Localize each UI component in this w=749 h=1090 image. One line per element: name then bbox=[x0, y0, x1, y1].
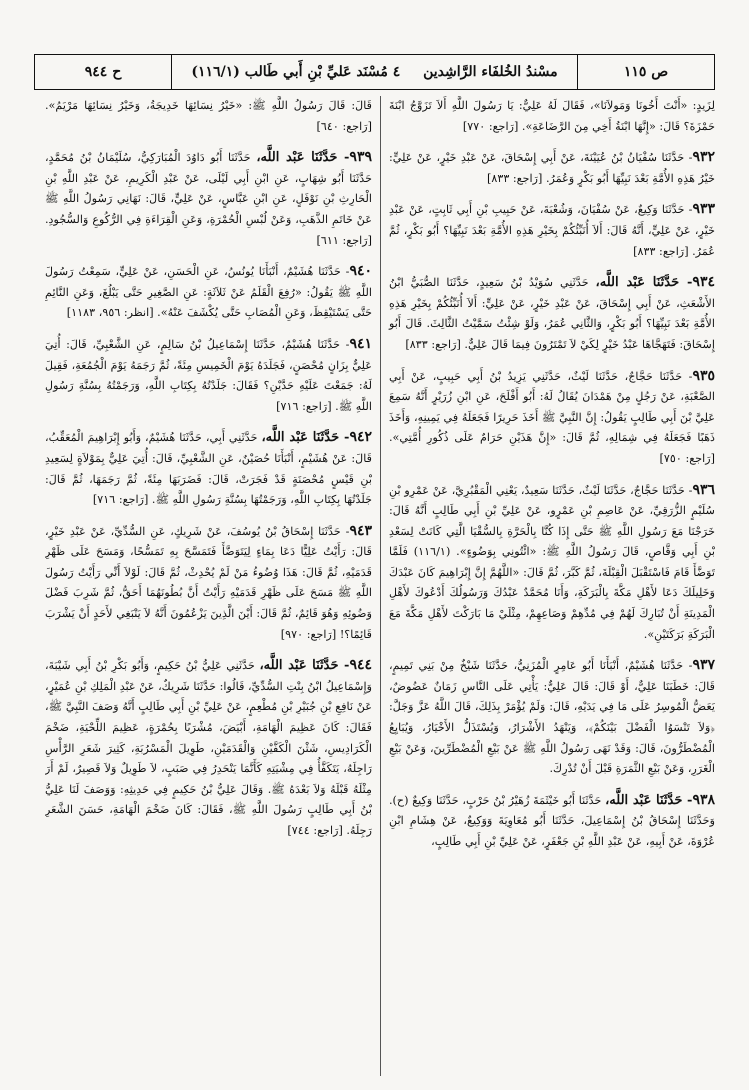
right-column bbox=[380, 96, 715, 1076]
hadith-number: ٩٣٣ bbox=[692, 201, 715, 218]
hadith-number: ٩٤٤ bbox=[349, 657, 373, 674]
hadith-text: - حَدَّثَنَا حَجَّاجٌ، حَدَّثَنَا لَيْثٌ، حَدَّثَنِي يَزِيدُ بْنُ أَبِي حَبِيبٍ، عَنْ أَبِي الصَّعْبَةِ، عَنْ رَجُلٍ مِنْ هَمْدَانَ يُقَالُ لَهُ: أَبُو أَفْلَحَ، عَنِ ابْنِ زُرَيْرٍ أَنَّهُ سَمِعَ عَلِيَّ بْنَ أَبِي طَالِبٍ يَقُولُ: إِنَّ النَّبِيَّ ﷺ أَخَذَ حَرِيرًا فَجَعَلَهُ فِي يَمِينِهِ، وَأَخَذَ ذَهَبًا فَجَعَلَهُ فِي شِمَالِهِ، ثُمَّ قَالَ: «إِنَّ هَذَيْنِ حَرَامٌ عَلَى ذُكُورِ أُمَّتِي». [رَاجع: ٧٥٠] bbox=[389, 369, 715, 465]
hadith-number: ٩٤٢ bbox=[349, 429, 372, 446]
hadith-text: قَالَ: قَالَ رَسُولُ اللَّهِ ﷺ: «خَيْرُ نِسَائِهَا خَدِيجَةُ، وَخَيْرُ نِسَائِهَا مَرْيَمُ». [رَاجع: ٦٤٠] bbox=[45, 99, 372, 133]
book-title: مسْندُ الخُلفَاء الرَّاشِدين bbox=[423, 64, 558, 80]
hadith-number: ٩٤٣ bbox=[349, 522, 372, 539]
hadith-text: - حَدَّثَنَا هُشَيْمٌ، أَنْبَأَنَا يُونُسُ، عَنِ الْحَسَنِ، عَنْ عَلِيٍّ، سَمِعْتُ رَسُولَ اللَّهِ ﷺ يَقُولُ: «رُفِعَ الْقَلَمُ عَنْ ثَلاَثَةٍ: عَنِ الصَّغِيرِ حَتَّى يَبْلُغَ، وَعَنِ النَّائِمِ حَتَّى يَسْتَيْقِظَ، وَعَنِ الْمُصَابِ حَتَّى يُكْشَفَ عَنْهُ». [انظر: ٩٥٦، ١١٨٣] bbox=[45, 265, 372, 320]
hadith-text: - حَدَّثَنَا حَجَّاجٌ، حَدَّثَنَا لَيْثٌ، حَدَّثَنَا سَعِيدٌ، يَعْنِي الْمَقْبُرِيَّ، عَنْ عَمْرِو بْنِ سُلَيْمٍ الزُّرَقِيِّ، عَنْ عَاصِمِ بْنِ عَمْرٍو، عَنْ عَلِيِّ بْنِ أَبِي طَالِبٍ أَنَّهُ قَالَ: خَرَجْنَا مَعَ رَسُولِ اللَّهِ ﷺ حَتَّى إِذَا كُنَّا بِالْحَرَّةِ بِالسُّقْيَا الَّتِي كَانَتْ لِسَعْدِ بْنِ أَبِي وَقَّاصٍ، قَالَ رَسُولُ اللَّهِ ﷺ: «ائْتُونِي بِوَضُوءٍ». (١١٦/١) فَلَمَّا تَوَضَّأَ قَامَ فَاسْتَقْبَلَ الْقِبْلَةَ، ثُمَّ كَبَّرَ، ثُمَّ قَالَ: «اللَّهُمَّ إِنَّ إِبْرَاهِيمَ كَانَ عَبْدَكَ وَخَلِيلَكَ دَعَا لأَهْلِ مَكَّةَ بِالْبَرَكَةِ، وَأَنَا مُحَمَّدٌ عَبْدُكَ وَرَسُولُكَ أَدْعُوكَ لأَهْلِ الْمَدِينَةِ أَنْ تُبَارِكَ لَهُمْ فِي مُدِّهِمْ وَصَاعِهِمْ، مِثْلَيْ مَا بَارَكْتَ لأَهْلِ مَكَّةَ مَعَ الْبَرَكَةِ بَرَكَتَيْنِ». bbox=[389, 483, 715, 641]
hadith-entry bbox=[45, 96, 372, 137]
hadith-text: حَدَّثَنِي عَلِيُّ بْنُ حَكِيمٍ، وَأَبُو بَكْرِ بْنُ أَبِي شَيْبَةَ، وَإِسْمَاعِيلُ ابْنُ بِنْتِ السُّدِّيِّ، قَالُوا: حَدَّثَنَا شَرِيكٌ، عَنْ عَبْدِ الْمَلِكِ بْنِ عُمَيْرٍ، عَنْ نَافِعِ بْنِ جُبَيْرِ بْنِ مُطْعِمٍ، عَنْ عَلِيِّ بْنِ أَبِي طَالِبٍ أَنَّهُ وَصَفَ النَّبِيَّ ﷺ، فَقَالَ: كَانَ عَظِيمَ الْهَامَةِ، أَبْيَضَ، مُشْرَبًا بِحُمْرَةٍ، عَظِيمَ اللِّحْيَةِ، ضَخْمَ الْكَرَادِيسِ، شَثْنَ الْكَفَّيْنِ وَالْقَدَمَيْنِ، طَوِيلَ الْمَسْرُبَةِ، كَثِيرَ شَعَرِ الرَّأْسِ رَاجِلَهُ، يَتَكَفَّأُ فِي مِشْيَتِهِ كَأَنَّمَا يَنْحَدِرُ فِي صَبَبٍ، لاَ طَوِيلٌ وَلاَ قَصِيرٌ، لَمْ أَرَ مِثْلَهُ قَبْلَهُ وَلاَ بَعْدَهُ ﷺ. وَقَالَ عَلِيُّ بْنُ حَكِيمٍ فِي حَدِيثِهِ: وَوَصَفَ لَنَا عَلِيُّ بْنُ أَبِي طَالِبٍ رَسُولَ اللَّهِ ﷺ، فَقَالَ: كَانَ ضَخْمَ الْهَامَةِ، حَسَنَ الشَّعَرِ رَجِلَهُ. [رَاجع: ٧٤٤] bbox=[45, 659, 372, 837]
hadith-entry bbox=[389, 199, 715, 262]
hadith-entry bbox=[389, 790, 715, 853]
hadith-entry bbox=[389, 96, 715, 137]
hadith-entry bbox=[45, 334, 372, 417]
narrator-heading: - حَدَّثَنَا عَبْد اللَّه، bbox=[256, 150, 350, 166]
hadith-number: ٩٤٠ bbox=[349, 263, 372, 280]
hadith-text: - حَدَّثَنَا هُشَيْمٌ، أَنْبَأَنَا أَبُو عَامِرٍ الْمُزَنِيُّ، حَدَّثَنَا شَيْخٌ مِنْ بَنِي تَمِيمٍ، قَالَ: خَطَبَنَا عَلِيٌّ، أَوْ قَالَ: قَالَ عَلِيٌّ: يَأْتِي عَلَى النَّاسِ زَمَانٌ عَضُوضٌ، يَعَضُّ الْمُوسِرُ عَلَى مَا فِي يَدَيْهِ، قَالَ: وَلَمْ يُؤْمَرْ بِذَلِكَ، قَالَ اللَّهُ عَزَّ وَجَلَّ: ﴿وَلاَ تَنْسَوُا الْفَضْلَ بَيْنَكُمْ﴾، وَيَنْهَدُ الأَشْرَارُ، وَيُسْتَذَلُّ الأَخْيَارُ، وَيُبَايِعُ الْمُضْطَرُّونَ، قَالَ: وَقَدْ نَهَى رَسُولُ اللَّهِ ﷺ عَنْ بَيْعِ الْمُضْطَرِّينَ، وَعَنْ بَيْعِ الْغَرَرِ، وَعَنْ بَيْعِ الثَّمَرَةِ قَبْلَ أَنْ تُدْرِكَ. bbox=[389, 659, 715, 776]
hadith-text: - حَدَّثَنَا هُشَيْمٌ، حَدَّثَنَا إِسْمَاعِيلُ بْنُ سَالِمٍ، عَنِ الشَّعْبِيِّ، قَالَ: أُتِيَ عَلِيٌّ بِزَانٍ مُحْصَنٍ، فَجَلَدَهُ يَوْمَ الْخَمِيسِ مِئَةً، ثُمَّ رَجَمَهُ يَوْمَ الْجُمُعَةِ، فَقِيلَ لَهُ: جَمَعْتَ عَلَيْهِ حَدَّيْنِ؟ فَقَالَ: جَلَدْتُهُ بِكِتَابِ اللَّهِ، وَرَجَمْتُهُ بِسُنَّةِ رَسُولِ اللَّهِ ﷺ. [رَاجع: ٧١٦] bbox=[45, 337, 372, 413]
hadith-entry bbox=[45, 655, 372, 841]
narrator-heading: - حَدَّثَنَا عَبْد اللَّه، bbox=[261, 430, 350, 446]
header-titles bbox=[172, 55, 577, 89]
hadith-number: ٩٣٩ bbox=[349, 149, 372, 166]
hadith-text: - حَدَّثَنَا إِسْحَاقُ بْنُ يُوسُفَ، عَنْ شَرِيكٍ، عَنِ السُّدِّيِّ، عَنْ عَبْدِ خَيْرٍ، قَالَ: رَأَيْتُ عَلِيًّا دَعَا بِمَاءٍ لِيَتَوَضَّأَ فَتَمَسَّحَ بِهِ تَمَسُّحًا، وَمَسَحَ عَلَى ظَهْرِ قَدَمَيْهِ، ثُمَّ قَالَ: هَذَا وُضُوءُ مَنْ لَمْ يُحْدِثْ، ثُمَّ قَالَ: لَوْلاَ أَنِّي رَأَيْتُ رَسُولَ اللَّهِ ﷺ مَسَحَ عَلَى ظَهْرِ قَدَمَيْهِ رَأَيْتُ أَنَّ بُطُونَهُمَا أَحَقُّ، ثُمَّ شَرِبَ فَضْلَ وَضُوئِهِ وَهُوَ قَائِمٌ، ثُمَّ قَالَ: أَيْنَ الَّذِينَ يَزْعُمُونَ أَنَّهُ لاَ يَنْبَغِي لأَحَدٍ أَنْ يَشْرَبَ قَائِمًا؟! [رَاجع: ٩٧٠] bbox=[45, 524, 372, 641]
hadith-entry bbox=[45, 521, 372, 646]
hadith-number: ٩٣٨ bbox=[692, 791, 715, 808]
hadith-entry bbox=[389, 147, 715, 189]
hadith-entry bbox=[45, 427, 372, 510]
hadith-text: - حَدَّثَنَا سُفْيَانُ بْنُ عُيَيْنَةَ، عَنْ أَبِي إِسْحَاقَ، عَنْ عَبْدِ خَيْرٍ، عَنْ عَلِيٍّ: خَيْرُ هَذِهِ الأُمَّةِ بَعْدَ نَبِيِّهَا أَبُو بَكْرٍ وَعُمَرُ. [رَاجع: ٨٣٣] bbox=[389, 151, 715, 185]
hadith-text: حَدَّثَنِي سُوَيْدُ بْنُ سَعِيدٍ، حَدَّثَنَا الصُّبَيُّ ابْنُ الأَشْعَثِ، عَنْ أَبِي إِسْحَاقَ، عَنْ عَبْدِ خَيْرٍ، عَنْ عَلِيٍّ: أَلاَ أُنَبِّئُكُمْ بِخَيْرِ هَذِهِ الأُمَّةِ بَعْدَ نَبِيِّهَا؟ أَبُو بَكْرٍ، وَالثَّانِي عُمَرُ، وَلَوْ شِئْتُ سَمَّيْتُ الثَّالِثَ. قَالَ أَبُو إِسْحَاقَ: فَتَهَجَّاهَا عَبْدُ خَيْرٍ لِكَيْ لاَ تَمْتَرُونَ فِيمَا قَالَ عَلِيٌّ. [رَاجع: ٨٣٣] bbox=[389, 276, 715, 351]
hadith-text: حَدَّثَنَا أَبُو دَاوُدَ الْمُبَارَكِيُّ، سُلَيْمَانُ بْنُ مُحَمَّدٍ، حَدَّثَنَا أَبُو شِهَابٍ، عَنِ ابْنِ أَبِي لَيْلَى، عَنْ عَبْدِ الْكَرِيمِ، عَنْ عَبْدِ اللَّهِ بْنِ الْحَارِثِ بْنِ نَوْفَلٍ، عَنِ ابْنِ عَبَّاسٍ، عَنْ عَلِيٍّ، قَالَ: نَهَانِي رَسُولُ اللَّهِ ﷺ عَنْ خَاتَمِ الذَّهَبِ، وَعَنْ لُبْسِ الْحُمْرَةِ، وَعَنِ الْقِرَاءَةِ فِي الرُّكُوعِ وَالسُّجُودِ. [رَاجع: ٦١١] bbox=[45, 151, 372, 247]
hadith-text: لِزَيدٍ: «أَنْتَ أَخُونَا وَمَولاَنَا»، فَقَالَ لَهُ عَلِيٌّ: يَا رَسُولَ اللَّهِ أَلاَ تَزَوَّجُ ابْنَةَ حَمْزَةَ؟ قَالَ: «إِنَّهَا ابْنَةُ أَخِي مِنَ الرَّضَاعَةِ». [رَاجع: ٧٧٠] bbox=[389, 99, 715, 133]
hadith-number: ٩٣٧ bbox=[692, 657, 715, 674]
hadith-number: ٩٣٦ bbox=[692, 481, 715, 498]
narrator-heading: - حَدَّثَنَا عَبْد اللَّه، bbox=[259, 658, 350, 674]
hadith-entry bbox=[389, 366, 715, 470]
hadith-text: حَدَّثَنَا أَبُو خَيْثَمَةَ زُهَيْرُ بْنُ حَرْبٍ، حَدَّثَنَا وَكِيعٌ (ح). وَحَدَّثَنَا إِسْحَاقُ بْنُ إِسْمَاعِيلَ، حَدَّثَنَا أَبُو مُعَاوِيَةَ وَوَكِيعٌ، عَنْ هِشَامِ ابْنِ عُرْوَةَ، عَنْ أَبِيهِ، عَنْ عَبْدِ اللَّهِ بْنِ جَعْفَرٍ، عَنْ عَلِيِّ بْنِ أَبِي طَالِبٍ، bbox=[389, 793, 715, 848]
hadith-entry bbox=[389, 272, 715, 355]
hadith-range: ح ٩٤٤ bbox=[35, 55, 172, 89]
hadith-number: ٩٤١ bbox=[349, 335, 372, 352]
hadith-text: حَدَّثَنِي أَبِي، حَدَّثَنَا هُشَيْمٌ، وَأَبُو إِبْرَاهِيمَ الْمُعَقِّبُ، قَالَ: عَنْ هُشَيْمٍ، أَنْبَأَنَا حُصَيْنٌ، عَنِ الشَّعْبِيِّ، قَالَ: أُتِيَ عَلِيٌّ بِمَوْلاَةٍ لِسَعِيدِ بْنِ قَيْسٍ مُحْصَنَةٍ قَدْ فَجَرَتْ، قَالَ: فَضَرَبَهَا مِئَةً، ثُمَّ رَجَمَهَا، ثُمَّ قَالَ: جَلَدْتُهَا بِكِتَابِ اللَّهِ، وَرَجَمْتُهَا بِسُنَّةِ رَسُولِ اللَّهِ ﷺ. [رَاجع: ٧١٦] bbox=[45, 431, 372, 507]
running-header bbox=[34, 54, 715, 90]
hadith-entry bbox=[389, 480, 715, 646]
musnad-title: ٤ مُسْنَد عَليِّ بْنِ أَبي طَالب (١١٦/١) bbox=[191, 64, 401, 80]
narrator-heading: - حَدَّثَنَا عَبْد اللَّه، bbox=[605, 792, 693, 808]
hadith-entry bbox=[45, 147, 372, 251]
hadith-number: ٩٣٥ bbox=[692, 367, 715, 384]
hadith-number: ٩٣٤ bbox=[692, 274, 715, 291]
hadith-entry bbox=[45, 261, 372, 324]
hadith-number: ٩٣٢ bbox=[692, 149, 715, 166]
narrator-heading: - حَدَّثَنَا عَبْد اللَّه، bbox=[595, 275, 693, 291]
text-columns bbox=[34, 96, 715, 1076]
hadith-entry bbox=[389, 655, 715, 780]
page-number: ص ١١٥ bbox=[577, 55, 714, 89]
left-column bbox=[45, 96, 380, 1076]
hadith-text: - حَدَّثَنَا وَكِيعٌ، عَنْ سُفْيَانَ، وَشُعْبَةَ، عَنْ حَبِيبِ بْنِ أَبِي ثَابِتٍ، عَنْ عَبْدِ خَيْرٍ، عَنْ عَلِيٍّ، أَنَّهُ قَالَ: أَلاَ أُنَبِّئُكُمْ بِخَيْرِ هَذِهِ الأُمَّةِ بَعْدَ نَبِيِّهَا؟ أَبُو بَكْرٍ، ثُمَّ عُمَرُ. [رَاجع: ٨٣٣] bbox=[389, 203, 715, 258]
